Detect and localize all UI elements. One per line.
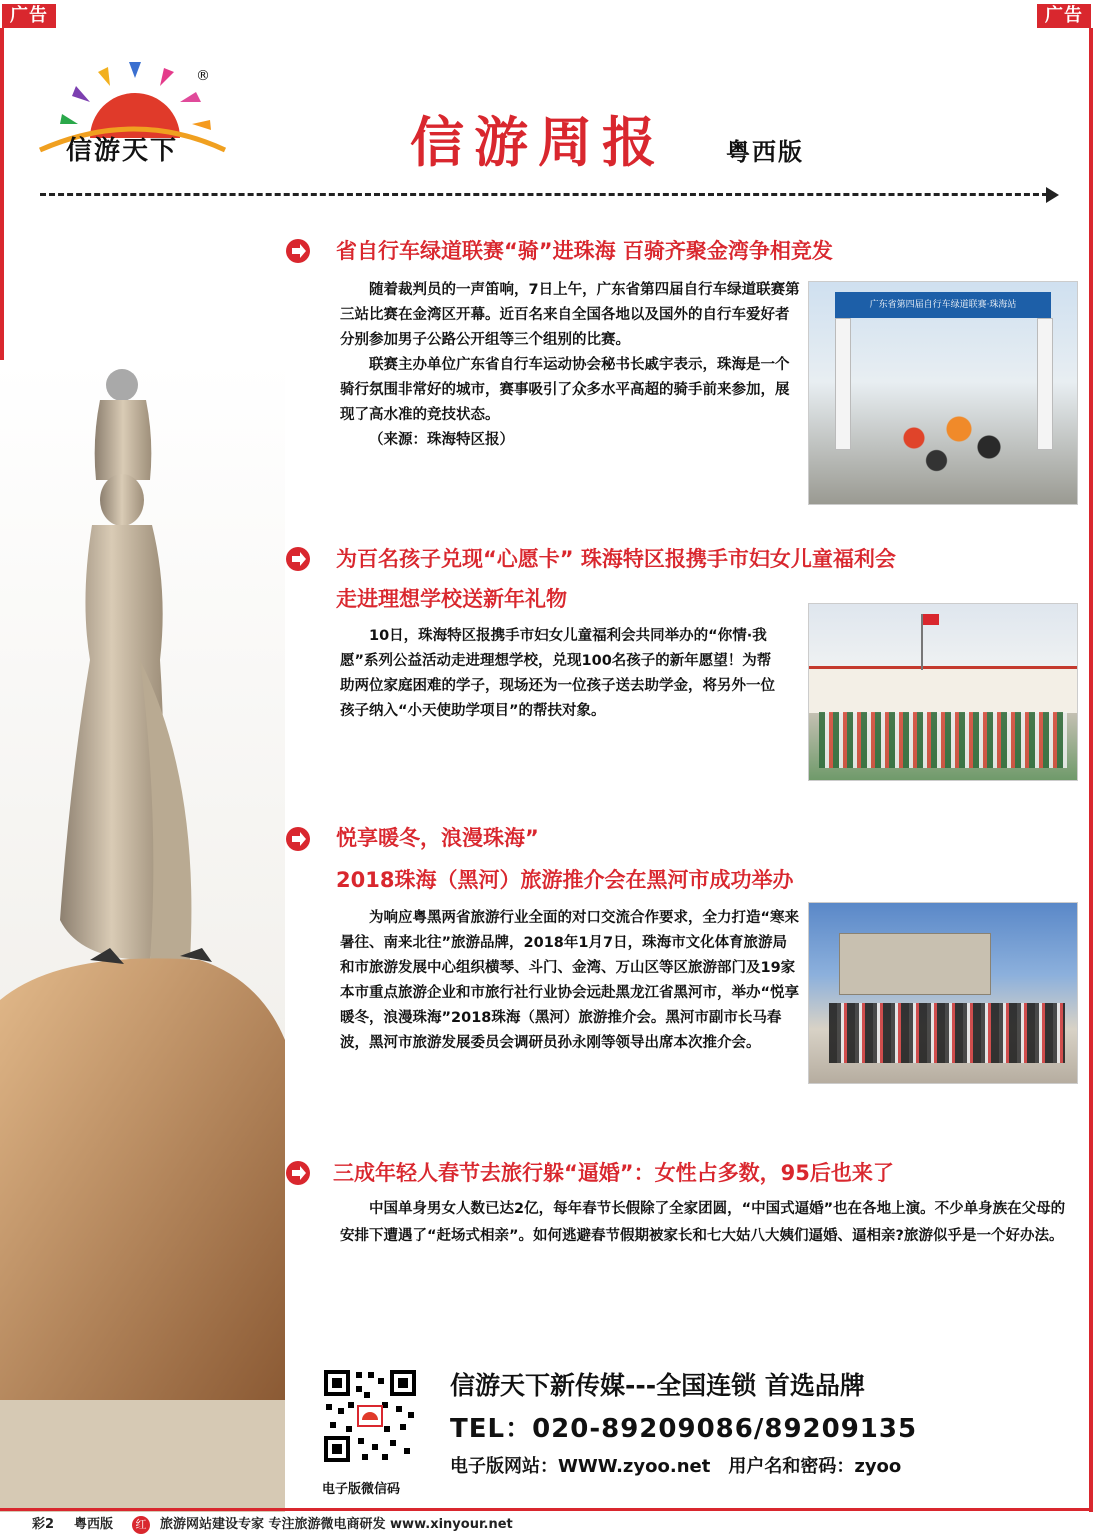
children-group	[819, 712, 1067, 768]
qr-caption: 电子版微信码	[322, 1482, 401, 1497]
masthead-title: 信游周报	[410, 110, 666, 174]
registered-mark: ®	[196, 68, 210, 84]
article-2-title-line-2: 走进理想学校送新年礼物	[336, 587, 567, 611]
footer-tagline: 旅游网站建设专家 专注旅游微电商研发 www.xinyour.net	[160, 1517, 513, 1532]
article-3-para-1: 为响应粤黑两省旅游行业全面的对口交流合作要求，全力打造“寒来暑往、南来北往”旅游品牌，2018年1月7日，珠海市文化体育旅游局和市旅游发展中心组织横琴、斗门、金湾、万山区等区旅游部门及19家本市重点旅游企业和市旅行社行业协会远赴黑龙江省黑河市，举办“悦享暖冬，浪漫珠海”2018珠海（黑河）旅游推介会。黑河市副市长马春波，黑河市旅游发展委员会调研员孙永刚等领导出席本次推介会。	[340, 910, 800, 1051]
article-1-photo	[808, 281, 1078, 505]
contact-site[interactable]: 电子版网站：WWW.zyoo.net 用户名和密码：zyoo	[450, 1456, 902, 1477]
contact-tel[interactable]: TEL：020-89209086/89209135	[450, 1414, 918, 1444]
footer-edition: 粤西版	[74, 1517, 114, 1532]
school-building	[809, 666, 1077, 713]
footer	[0, 1512, 1093, 1538]
footer-red-mark-icon: 红	[132, 1516, 150, 1534]
statue-photo	[0, 360, 285, 1512]
footer-rule	[0, 1508, 1093, 1511]
ad-tag-left: 广告	[2, 4, 56, 28]
article-2-body	[340, 624, 784, 724]
article-3-title-line-2: 2018珠海（黑河）旅游推介会在黑河市成功举办	[336, 868, 794, 892]
article-1-body	[340, 278, 800, 453]
article-1-para-1: 随着裁判员的一声笛响，7日上午，广东省第四届自行车绿道联赛第三站比赛在金湾区开幕。近百名来自全国各地以及国外的自行车爱好者分别参加男子公路公开组等三个组别的比赛。	[340, 282, 800, 348]
race-banner: 广东省第四届自行车绿道联赛·珠海站	[835, 292, 1051, 318]
article-3-body	[340, 906, 800, 1056]
edition-label: 粤西版	[726, 137, 804, 166]
article-3-photo	[808, 902, 1078, 1084]
article-4-para-1: 中国单身男女人数已达2亿，每年春节长假除了全家团圆，“中国式逼婚”也在各地上演。不少单身族在父母的安排下遭遇了“赶场式相亲”。如何逃避春节假期被家长和七大姑八大姨们逼婚、逼相亲?旅游似乎是一个好办法。	[340, 1201, 1066, 1244]
arrow-bullet-icon	[285, 826, 311, 852]
arrow-bullet-icon	[285, 238, 311, 264]
article-4-title: 三成年轻人春节去旅行躲“逼婚”：女性占多数，95后也来了	[333, 1161, 894, 1185]
flag-icon	[923, 614, 939, 625]
arrow-bullet-icon	[285, 1160, 311, 1186]
wechat-qr-code[interactable]	[322, 1368, 418, 1464]
header-divider	[40, 193, 1048, 196]
footer-page: 彩2	[32, 1517, 55, 1532]
ad-tag-right: 广告	[1037, 4, 1091, 28]
logo-text: 信游天下	[66, 136, 179, 166]
article-1-source: （来源：珠海特区报）	[369, 432, 514, 448]
arch-pillar-right	[1037, 318, 1053, 450]
delegation-group	[829, 1003, 1065, 1063]
article-1-title: 省自行车绿道联赛“骑”进珠海 百骑齐聚金湾争相竞发	[336, 239, 833, 263]
article-4-body	[340, 1196, 1070, 1250]
venue-building	[839, 933, 991, 995]
article-3-title-line-1: 悦享暖冬，浪漫珠海”	[336, 826, 539, 850]
article-2-photo	[808, 603, 1078, 781]
divider-arrow-icon	[1046, 187, 1059, 203]
cyclists-group	[869, 402, 1019, 492]
frame-right	[1089, 28, 1093, 1512]
contact-slogan: 信游天下新传媒---全国连锁 首选品牌	[450, 1371, 865, 1400]
arrow-bullet-icon	[285, 546, 311, 572]
article-1-para-2: 联赛主办单位广东省自行车运动协会秘书长戚宇表示，珠海是一个骑行氛围非常好的城市，赛事吸引了众多水平高超的骑手前来参加，展现了高水准的竞技状态。	[340, 357, 790, 423]
arch-pillar-left	[835, 318, 851, 450]
article-2-para-1: 10日，珠海特区报携手市妇女儿童福利会共同举办的“你情·我愿”系列公益活动走进理想学校，兑现100名孩子的新年愿望！为帮助两位家庭困难的学子，现场还为一位孩子送去助学金，将另外一位孩子纳入“小天使助学项目”的帮扶对象。	[340, 628, 775, 719]
article-2-title-line-1: 为百名孩子兑现“心愿卡” 珠海特区报携手市妇女儿童福利会	[336, 547, 896, 571]
